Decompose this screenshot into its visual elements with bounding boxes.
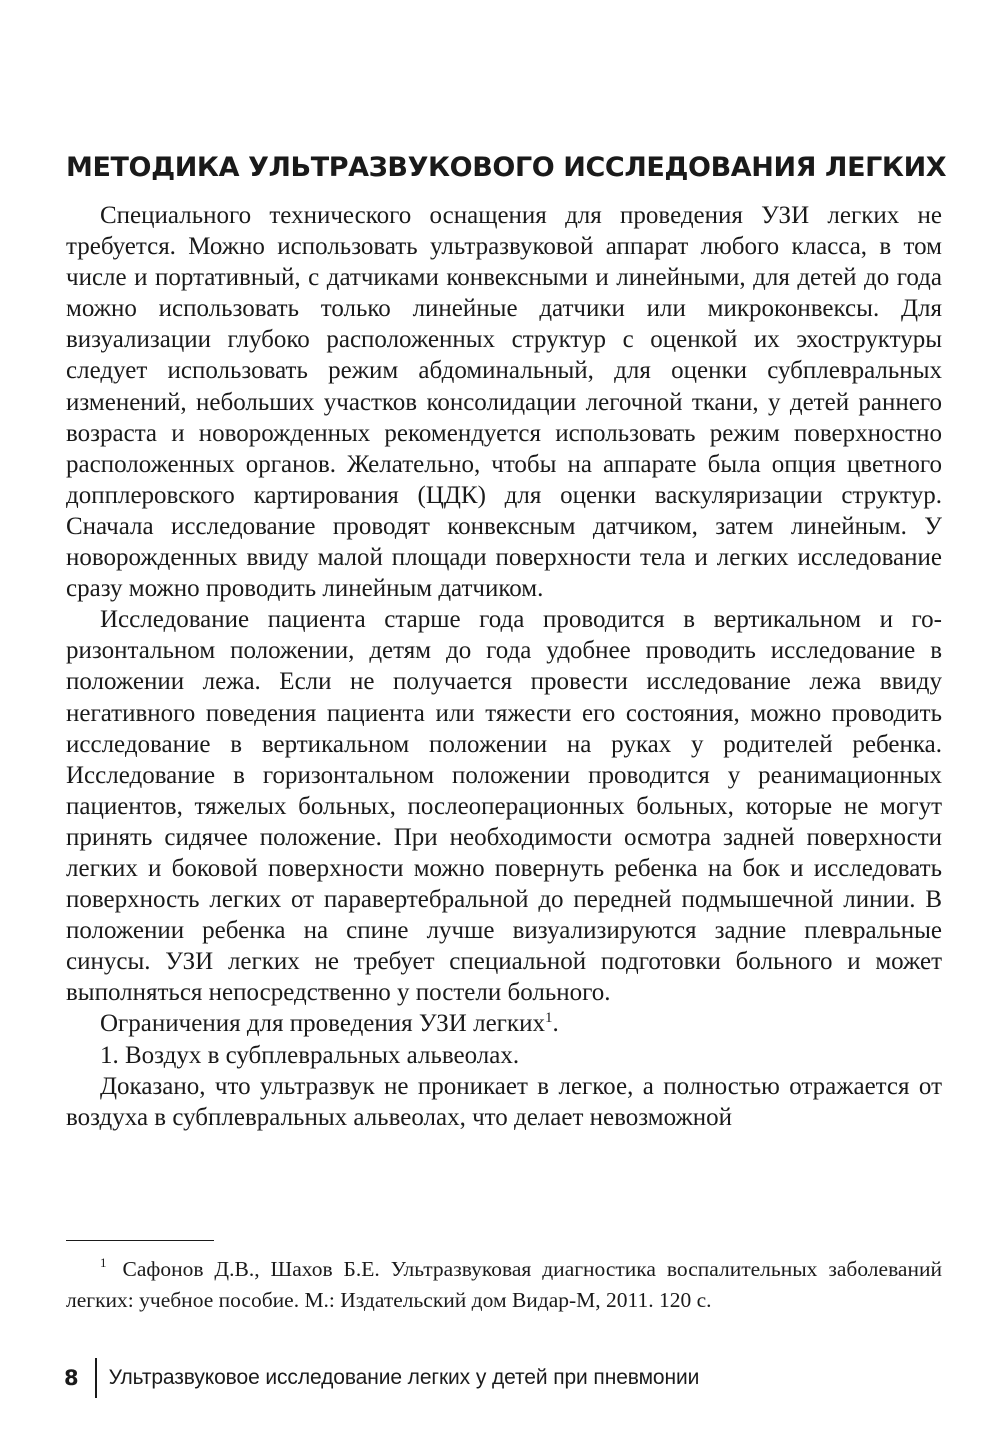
paragraph-list-item-1: 1. Воздух в субплевральных альвеолах. xyxy=(100,1041,520,1069)
footnote-text: Сафонов Д.В., Шахов Б.Е. Ультразвуковая диагностика воспалительных заболеваний легких: учебное пособие. М.: Издательский дом Видар-М, 2011. 120 с. xyxy=(66,1257,942,1312)
footnote-marker: 1 xyxy=(100,1255,107,1270)
paragraph-proof: Доказано, что ультразвук не проникает в легкое, а полностью отражается от воздуха в субплевральных альвеолах, что делает невозможной xyxy=(66,1072,942,1131)
running-title: Ультразвуковое исследование легких у детей при пневмонии xyxy=(108,1366,700,1389)
body-text xyxy=(66,200,942,1133)
page-footer xyxy=(64,1358,699,1398)
section-heading: МЕТОДИКА УЛЬТРАЗВУКОВОГО ИССЛЕДОВАНИЯ ЛЕГКИХ xyxy=(66,152,947,183)
page-number: 8 xyxy=(64,1366,79,1390)
footnote-reference[interactable]: 1 xyxy=(544,1010,553,1027)
limitations-intro-period: . xyxy=(552,1010,559,1038)
footer-separator xyxy=(95,1358,97,1398)
limitations-intro-text: Ограничения для проведения УЗИ легких xyxy=(100,1010,545,1038)
paragraph-positioning: Исследование пациента старше года проводится в вертикальном и горизонтальном положении, детям до года удобнее проводить исследование в положении лежа. Если не получается провести исследование лежа ввиду негативного поведения пациента или тяжести его состояния, можно проводить исследование в вертикальном положении на руках у родителей ребенка. Исследование в горизонтальном положении проводится у реанимационных пациентов, тяжелых больных, послеоперационных больных, которые не могут принять сидячее положение. При необходимости осмотра задней поверхности легких и боковой поверхности можно повернуть ребенка на бок и исследовать поверхность легких от паравертебральной до передней подмышечной линии. В положении ребенка на спине лучше визуализируются задние плевральные синусы. УЗИ легких не требует специальной подготовки больного и может выполняться непосредственно у постели больного. xyxy=(66,606,942,1007)
footnote xyxy=(66,1254,942,1316)
footnote-divider xyxy=(66,1240,214,1241)
paragraph-limitations-intro xyxy=(66,1008,942,1039)
paragraph-equipment: Специального технического оснащения для проведения УЗИ легких не требуется. Можно использовать ультразвуковой аппарат любого класса, в том числе и портативный, с датчиками конвексными и линейными, для детей до года можно использовать только линейные датчики или микроконвексы. Для визуализации глубоко расположенных структур с оценкой их эхоструктуры следует использовать режим абдоминальный, для оценки субплевральных изменений, небольших участков консолидации легочной ткани, у детей раннего возраста и новорожденных рекомендуется использовать режим поверхностно расположенных органов. Желательно, чтобы на аппарате была опция цветного допплеровского картирования (ЦДК) для оценки васкуляризации структур. Сначала исследование проводят конвексным датчиком, затем линейным. У новорожденных ввиду малой площади поверхности тела и легких исследование сразу можно проводить линейным датчиком. xyxy=(66,202,942,603)
